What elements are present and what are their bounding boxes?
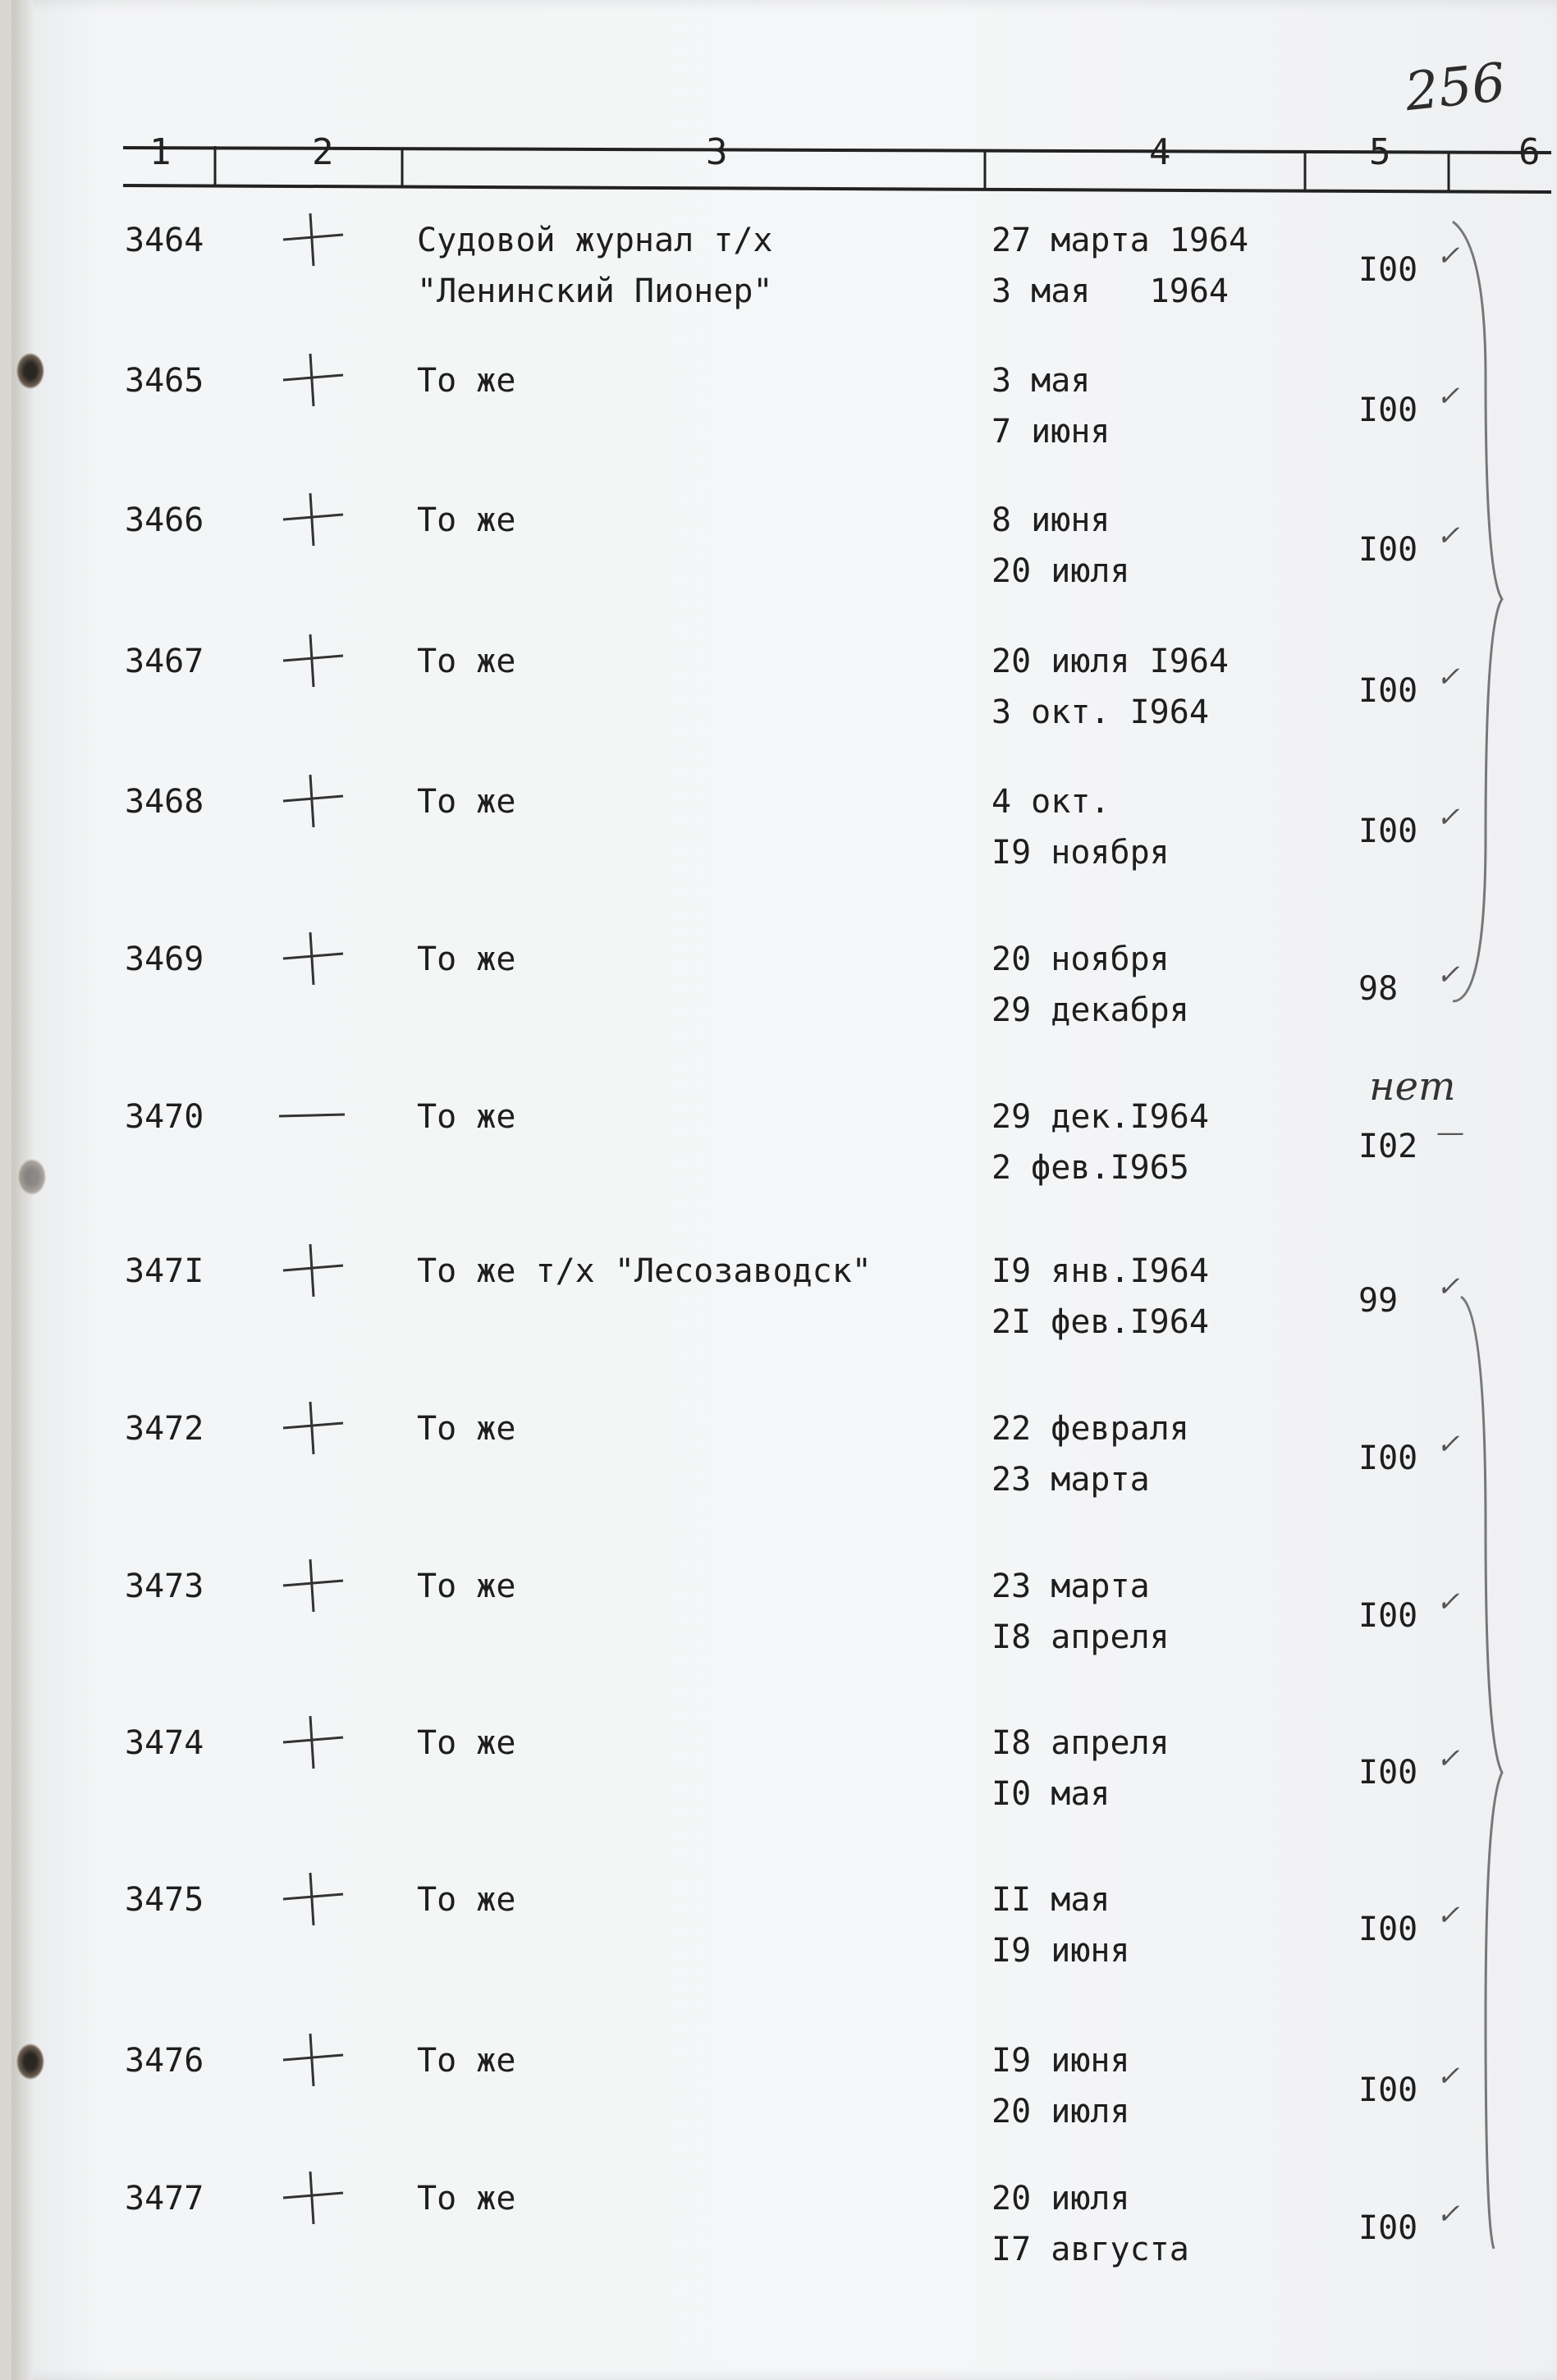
item-title: Судовой журнал т/х xyxy=(417,222,773,259)
sheet-count: I00 xyxy=(1358,1439,1418,1477)
start-date: 20 июля xyxy=(991,2180,1130,2218)
pencil-brace-upper xyxy=(1453,213,1518,1018)
item-number: 3476 xyxy=(125,2042,204,2080)
item-number: 3470 xyxy=(125,1098,204,1136)
item-title: То же xyxy=(417,1410,516,1448)
item-number: 3464 xyxy=(125,222,204,259)
start-date: 23 марта xyxy=(991,1568,1150,1605)
column-header-5: 5 xyxy=(1369,131,1391,173)
start-date: I9 янв.I964 xyxy=(991,1252,1209,1290)
column-header-4: 4 xyxy=(1149,131,1171,173)
cross-mark-icon xyxy=(279,2168,345,2226)
item-title: То же xyxy=(417,1881,516,1919)
sheet-count: I00 xyxy=(1358,672,1418,710)
sheet-count: I00 xyxy=(1358,2071,1418,2109)
end-date: I9 июня xyxy=(991,1932,1130,1970)
table-row xyxy=(0,1874,1557,2030)
item-title: То же xyxy=(417,362,516,400)
table-row xyxy=(0,215,1557,371)
start-date: II мая xyxy=(991,1881,1111,1919)
end-date: 3 окт. I964 xyxy=(991,693,1209,731)
item-number: 3473 xyxy=(125,1568,204,1605)
table-row xyxy=(0,776,1557,932)
item-title: То же xyxy=(417,501,516,539)
start-date: 27 марта 1964 xyxy=(991,222,1249,259)
end-date: 23 марта xyxy=(991,1461,1150,1499)
cross-mark-icon xyxy=(279,350,345,408)
item-title: То же xyxy=(417,941,516,978)
table-header xyxy=(123,131,1551,195)
item-number: 3477 xyxy=(125,2180,204,2218)
end-date: 2 фев.I965 xyxy=(991,1149,1189,1187)
table-row xyxy=(0,355,1557,511)
item-title: То же xyxy=(417,2042,516,2080)
table-row xyxy=(0,2035,1557,2191)
end-date: 20 июля xyxy=(991,2093,1130,2131)
sheet-count: I00 xyxy=(1358,1754,1418,1792)
table-row xyxy=(0,1561,1557,1717)
item-title: То же xyxy=(417,1098,516,1136)
table-row xyxy=(0,495,1557,651)
pencil-check-icon: ✓ xyxy=(1436,519,1460,552)
start-date: 22 февраля xyxy=(991,1410,1189,1448)
item-title: То же xyxy=(417,1568,516,1605)
start-date: 3 мая xyxy=(991,362,1091,400)
item-number: 3474 xyxy=(125,1724,204,1762)
table-row xyxy=(0,636,1557,792)
pencil-check-icon: ✓ xyxy=(1436,1586,1460,1618)
pencil-check-icon: ✓ xyxy=(1436,380,1460,413)
item-title: То же т/х "Лесозаводск" xyxy=(417,1252,872,1290)
cross-mark-icon xyxy=(279,1870,345,1927)
column-header-6: 6 xyxy=(1518,131,1541,173)
end-date: 2I фев.I964 xyxy=(991,1303,1209,1341)
sheet-count: I00 xyxy=(1358,391,1418,429)
pencil-check-icon: ✓ xyxy=(1436,661,1460,693)
table-row xyxy=(0,1403,1557,1559)
table-row xyxy=(0,934,1557,1090)
start-date: 4 окт. xyxy=(991,783,1111,821)
pencil-check-icon: — xyxy=(1436,1116,1464,1149)
start-date: I9 июня xyxy=(991,2042,1130,2080)
sheet-count: 98 xyxy=(1358,970,1399,1008)
header-rule xyxy=(123,138,1551,204)
table-row xyxy=(0,2173,1557,2329)
sheet-count: I02 xyxy=(1358,1128,1418,1165)
end-date: I9 ноября xyxy=(991,834,1170,872)
cross-mark-icon xyxy=(279,2030,345,2088)
item-number: 3468 xyxy=(125,783,204,821)
item-number: 3475 xyxy=(125,1881,204,1919)
cross-mark-icon xyxy=(279,1398,345,1456)
end-date: I0 мая xyxy=(991,1775,1111,1813)
cross-mark-icon xyxy=(279,1241,345,1298)
pencil-check-icon: ✓ xyxy=(1436,2060,1460,2093)
table-row xyxy=(0,1718,1557,1874)
cross-mark-icon xyxy=(279,929,345,986)
start-date: I8 апреля xyxy=(991,1724,1170,1762)
item-number: 3469 xyxy=(125,941,204,978)
pencil-check-icon: ✓ xyxy=(1436,240,1460,272)
item-title: То же xyxy=(417,783,516,821)
start-date: 29 дек.I964 xyxy=(991,1098,1209,1136)
handwritten-note-net: нет xyxy=(1369,1064,1456,1110)
sheet-count: I00 xyxy=(1358,812,1418,850)
cross-mark-icon xyxy=(279,631,345,689)
item-number: 3466 xyxy=(125,501,204,539)
sheet-count: I00 xyxy=(1358,2209,1418,2247)
item-title: То же xyxy=(417,1724,516,1762)
item-title-line2: "Ленинский Пионер" xyxy=(417,272,773,310)
sheet-count: I00 xyxy=(1358,531,1418,569)
column-header-2: 2 xyxy=(312,131,334,173)
dash-mark-icon xyxy=(279,1087,345,1144)
pencil-check-icon: ✓ xyxy=(1436,959,1460,991)
item-number: 3465 xyxy=(125,362,204,400)
sheet-count: I00 xyxy=(1358,251,1418,289)
pencil-check-icon: ✓ xyxy=(1436,2198,1460,2231)
table-row xyxy=(0,1246,1557,1402)
end-date: I7 августа xyxy=(991,2231,1189,2268)
page-number: 256 xyxy=(1402,52,1509,124)
item-title: То же xyxy=(417,2180,516,2218)
column-header-3: 3 xyxy=(706,131,728,173)
end-date: 29 декабря xyxy=(991,991,1189,1029)
item-title: То же xyxy=(417,643,516,680)
pencil-check-icon: ✓ xyxy=(1436,1270,1460,1303)
end-date: 20 июля xyxy=(991,552,1130,590)
pencil-check-icon: ✓ xyxy=(1436,1899,1460,1932)
cross-mark-icon xyxy=(279,1713,345,1770)
sheet-count: I00 xyxy=(1358,1911,1418,1948)
table-row xyxy=(0,1092,1557,1247)
cross-mark-icon xyxy=(279,490,345,547)
pencil-check-icon: ✓ xyxy=(1436,1428,1460,1461)
sheet-count: 99 xyxy=(1358,1282,1399,1320)
cross-mark-icon xyxy=(279,210,345,268)
pencil-check-icon: ✓ xyxy=(1436,801,1460,834)
sheet-count: I00 xyxy=(1358,1597,1418,1635)
pencil-brace-lower xyxy=(1461,1280,1527,2265)
end-date: 7 июня xyxy=(991,413,1111,451)
start-date: 20 июля I964 xyxy=(991,643,1229,680)
start-date: 20 ноября xyxy=(991,941,1170,978)
end-date: 3 мая 1964 xyxy=(991,272,1229,310)
column-header-1: 1 xyxy=(149,131,172,173)
cross-mark-icon xyxy=(279,771,345,829)
item-number: 3467 xyxy=(125,643,204,680)
pencil-check-icon: ✓ xyxy=(1436,1742,1460,1775)
item-number: 347I xyxy=(125,1252,204,1290)
item-number: 3472 xyxy=(125,1410,204,1448)
cross-mark-icon xyxy=(279,1556,345,1613)
start-date: 8 июня xyxy=(991,501,1111,539)
end-date: I8 апреля xyxy=(991,1618,1170,1656)
